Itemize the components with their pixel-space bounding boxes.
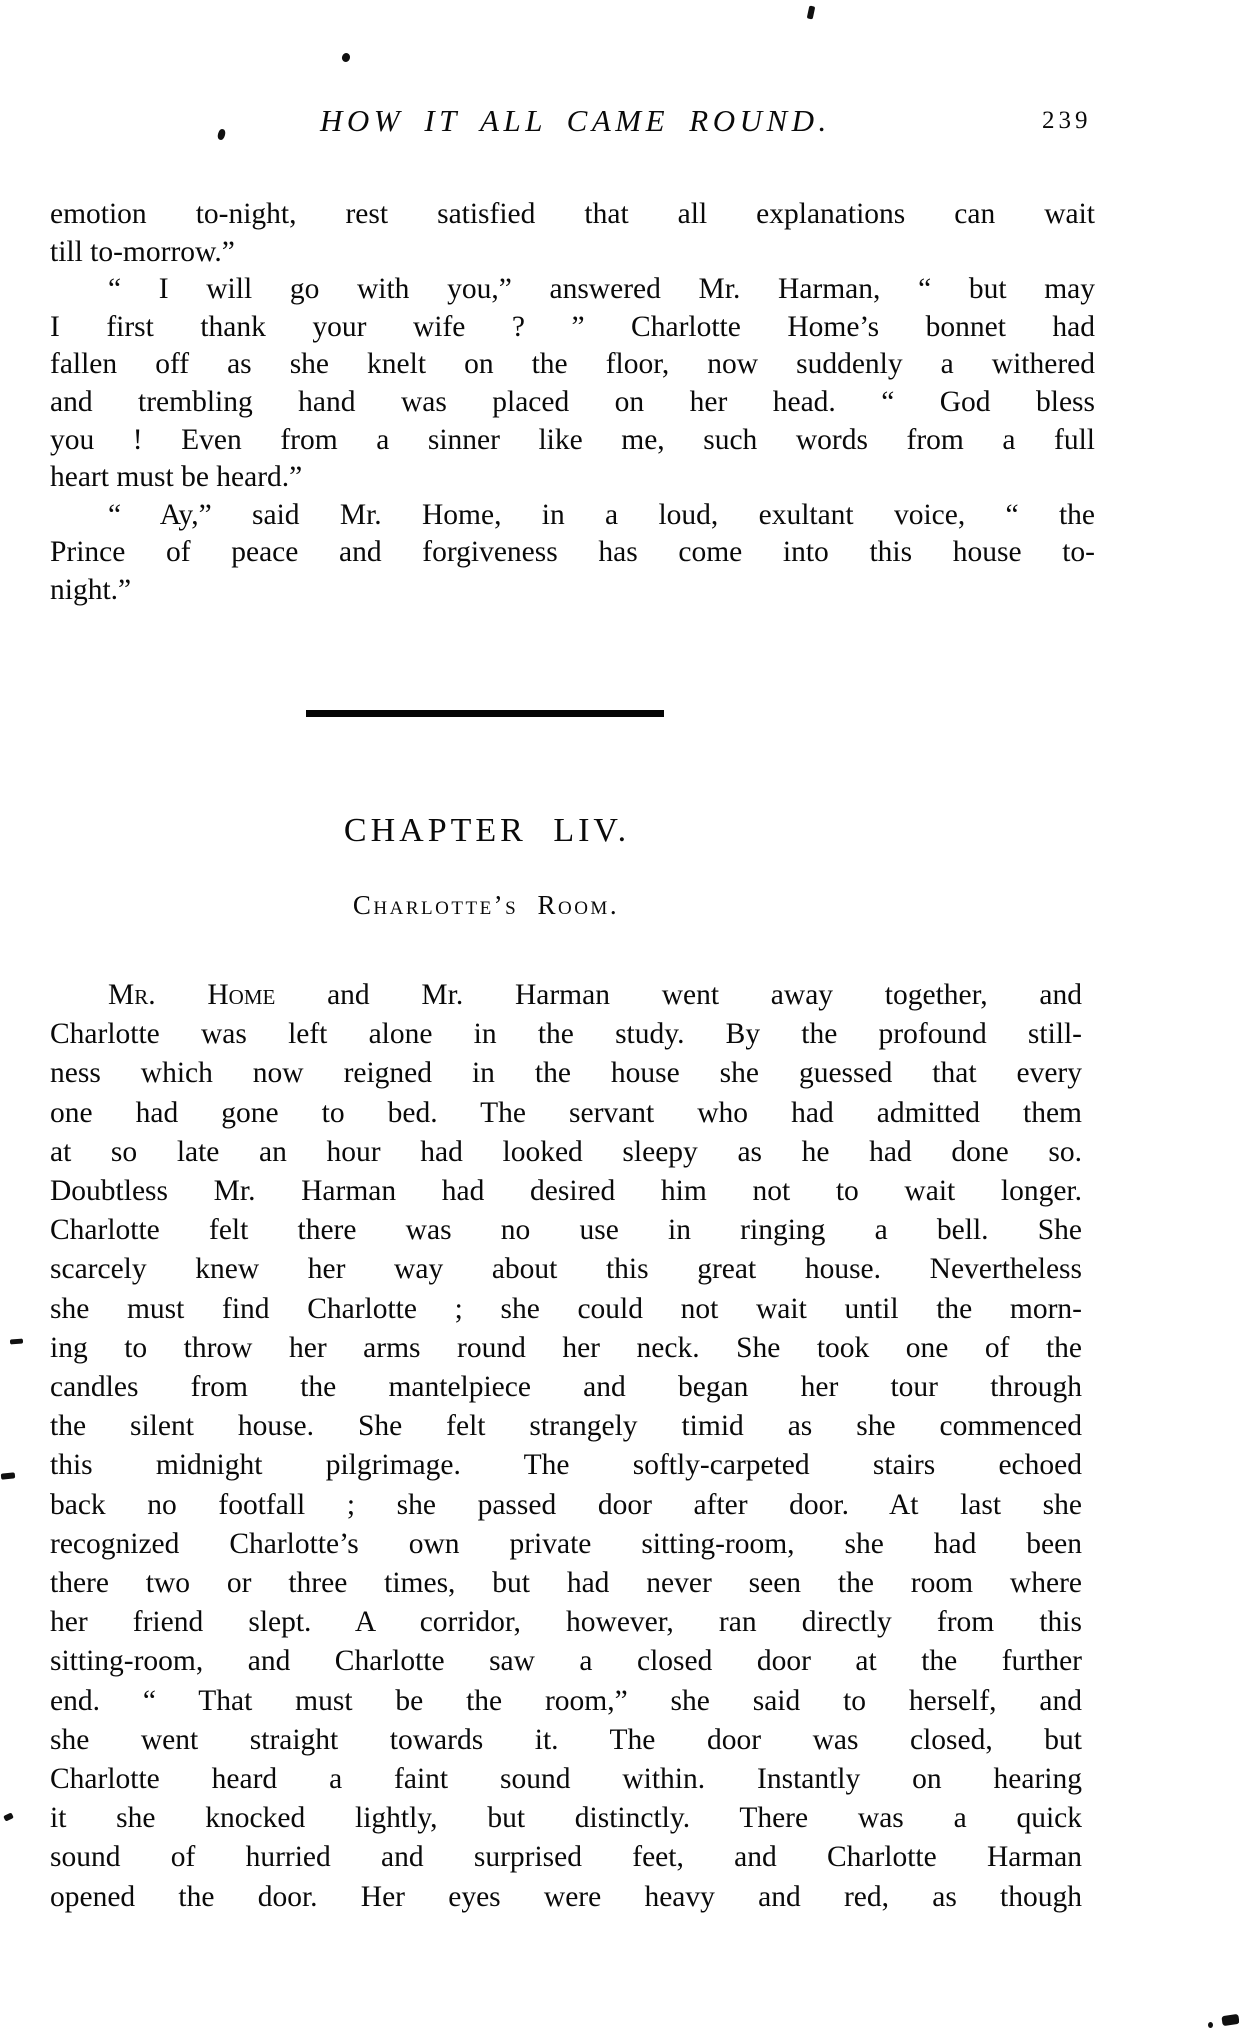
chapter-text-block bbox=[50, 976, 1082, 1917]
text-line: “ Ay,” said Mr. Home, in a loud, exultant voice, “ the bbox=[108, 498, 1095, 531]
scan-speck bbox=[217, 128, 227, 140]
chapter-subheading: Charlotte’s Room. bbox=[352, 890, 620, 920]
text-line: at so late an hour had looked sleepy as he had done so. bbox=[50, 1135, 1082, 1168]
text-line: recognized Charlotte’s own private sitting-room, she had been bbox=[50, 1527, 1082, 1560]
text-line: till to-morrow.” bbox=[50, 235, 235, 268]
chapter-heading: CHAPTER LIV. bbox=[343, 812, 631, 849]
text-line: and trembling hand was placed on her head. “ God bless bbox=[50, 385, 1095, 418]
text-run: and Mr. Harman went away together, and bbox=[275, 979, 1082, 1011]
text-line: candles from the mantelpiece and began her tour through bbox=[50, 1371, 1082, 1404]
text-line: scarcely knew her way about this great house. Nevertheless bbox=[50, 1253, 1082, 1286]
text-line: sitting-room, and Charlotte saw a closed door at the further bbox=[50, 1645, 1082, 1678]
text-line: Charlotte was left alone in the study. By the profound still- bbox=[50, 1018, 1082, 1051]
text-line: Charlotte heard a faint sound within. Instantly on hearing bbox=[50, 1763, 1082, 1796]
running-header-title: HOW IT ALL CAME ROUND. bbox=[320, 103, 831, 138]
scan-speck bbox=[1221, 2014, 1239, 2026]
scan-speck bbox=[3, 1812, 14, 1821]
paragraph bbox=[50, 497, 1095, 610]
text-line: I first thank your wife ? ” Charlotte Home’s bonnet had bbox=[50, 310, 1095, 343]
text-line: this midnight pilgrimage. The softly-carpeted stairs echoed bbox=[50, 1449, 1082, 1482]
scan-speck bbox=[341, 52, 352, 63]
text-line: Doubtless Mr. Harman had desired him not to wait longer. bbox=[50, 1175, 1082, 1208]
text-line: her friend slept. A corridor, however, ran directly from this bbox=[50, 1606, 1082, 1639]
text-line: emotion to-night, rest satisfied that all explanations can wait bbox=[50, 198, 1095, 230]
text-line bbox=[50, 976, 1082, 1015]
paragraph bbox=[50, 976, 1082, 1917]
scan-speck bbox=[10, 1339, 23, 1345]
text-line: opened the door. Her eyes were heavy and red, as though bbox=[50, 1880, 1082, 1913]
text-line: it she knocked lightly, but distinctly. There was a quick bbox=[50, 1802, 1082, 1835]
scan-speck bbox=[1, 1472, 16, 1479]
text-line: you ! Even from a sinner like me, such words from a full bbox=[50, 423, 1095, 456]
text-line: night.” bbox=[50, 573, 132, 606]
page-number: 239 bbox=[1042, 107, 1092, 134]
text-line: back no footfall ; she passed door after door. At last she bbox=[50, 1488, 1082, 1521]
paragraph bbox=[50, 271, 1095, 497]
text-line: one had gone to bed. The servant who had admitted them bbox=[50, 1096, 1082, 1129]
text-line: she must find Charlotte ; she could not wait until the morn- bbox=[50, 1292, 1082, 1325]
text-line: “ I will go with you,” answered Mr. Harman, “ but may bbox=[108, 273, 1095, 306]
text-line: end. “ That must be the room,” she said to herself, and bbox=[50, 1684, 1082, 1717]
text-line: there two or three times, but had never seen the room where bbox=[50, 1567, 1082, 1600]
scan-speck bbox=[807, 6, 816, 20]
text-line: ness which now reigned in the house she guessed that every bbox=[50, 1057, 1082, 1090]
paragraph bbox=[50, 196, 1095, 271]
text-line: heart must be heard.” bbox=[50, 461, 303, 494]
text-line: ing to throw her arms round her neck. She took one of the bbox=[50, 1331, 1082, 1364]
text-line: Prince of peace and forgiveness has come into this house to- bbox=[50, 536, 1095, 569]
text-line: the silent house. She felt strangely timid as she commenced bbox=[50, 1410, 1082, 1443]
text-line: Charlotte felt there was no use in ringing a bell. She bbox=[50, 1214, 1082, 1247]
text-line: sound of hurried and surprised feet, and Charlotte Harman bbox=[50, 1841, 1082, 1874]
section-divider-rule bbox=[306, 710, 664, 717]
intro-text-block bbox=[50, 196, 1095, 610]
smallcaps-text: Mr. Home bbox=[108, 979, 276, 1011]
scan-speck bbox=[1208, 2022, 1213, 2028]
text-line: fallen off as she knelt on the floor, now suddenly a withered bbox=[50, 348, 1095, 381]
text-line: she went straight towards it. The door was closed, but bbox=[50, 1723, 1082, 1756]
